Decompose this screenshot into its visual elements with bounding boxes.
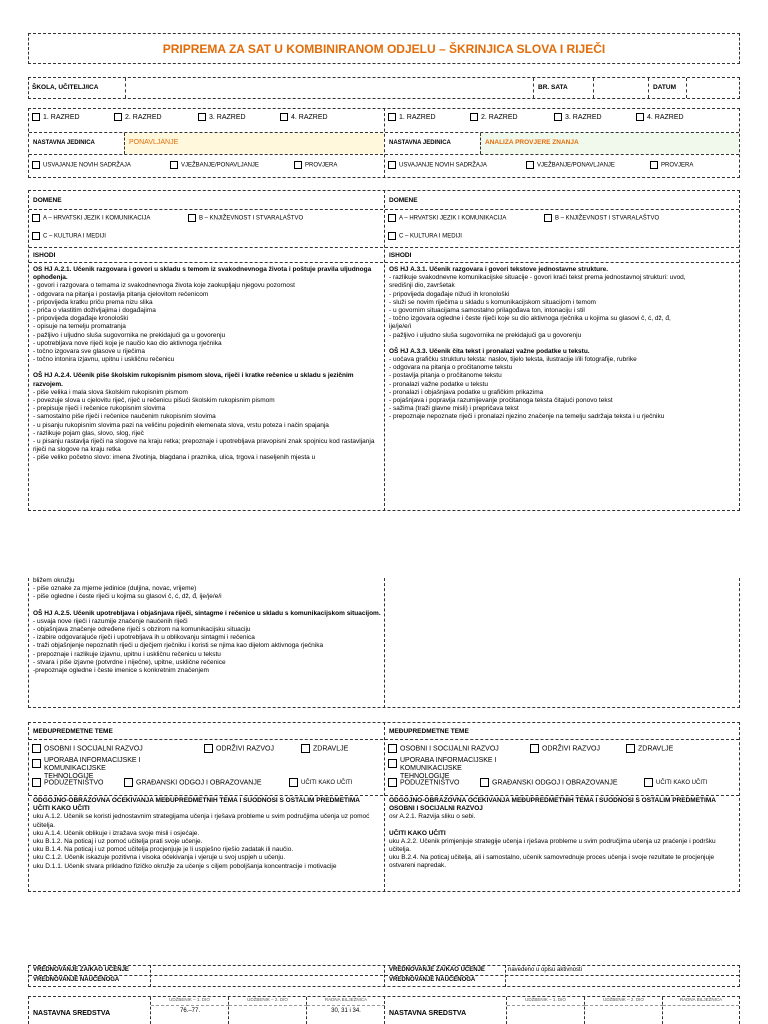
list-item: -prepoznaje ogledne i česte imenice s konkretnim značenjem xyxy=(33,667,209,675)
list-item: uku A.1.2. Učenik se koristi jednostavnim strategijama učenja i rješava probleme u svim područjima učenja uz pomoć učitelja. xyxy=(33,813,370,829)
right-means-col-1-label: UDŽBENIK – 1. DIO xyxy=(525,997,566,1002)
left-means-col-2-rule xyxy=(229,1005,307,1006)
right-type-check[interactable]: PROVJERA xyxy=(650,161,693,169)
list-item: - razlikuje svakodnevne komunikacijske situacije - govori kraći tekst prema jednostavnoj strukturi: uvod, xyxy=(389,274,686,282)
list-item: - usvaja nove riječi i razumije značenje naučenih riječi xyxy=(33,617,188,625)
left-cross-zdr[interactable]: ZDRAVLJE xyxy=(301,744,348,753)
checkbox-icon xyxy=(198,113,206,121)
checkbox-icon xyxy=(526,161,534,169)
left-grade-4[interactable]: 4. RAZRED xyxy=(280,113,328,121)
left-type-practice[interactable]: VJEŽBANJE/PONAVLJANJE xyxy=(170,161,259,169)
list-item: - pripovijeda kratku priču prema nizu slika xyxy=(33,298,153,306)
right-cross-goo[interactable]: GRAĐANSKI ODGOJ I OBRAZOVANJE xyxy=(480,778,618,787)
checkbox-icon xyxy=(32,759,41,768)
right-outcome-2-title: OŠ HJ A.3.3. Učenik čita tekst i pronalazi važne podatke u tekstu. xyxy=(389,347,590,355)
left-grades xyxy=(32,113,382,127)
left-cross-pod[interactable]: PODUZETNIŠTVO xyxy=(32,778,104,787)
outcomes-line xyxy=(29,247,739,248)
checkbox-icon xyxy=(388,744,397,753)
left-domain-c[interactable]: C – KULTURA I MEDIJI xyxy=(32,232,106,240)
list-item: ije/je/e/i xyxy=(389,323,412,331)
left-type-new[interactable]: USVAJANJE NOVIH SADRŽAJA xyxy=(32,161,131,169)
right-eval2-field[interactable] xyxy=(508,976,736,985)
left-type-check[interactable]: PROVJERA xyxy=(294,161,337,169)
checkbox-icon xyxy=(32,744,41,753)
checkbox-icon xyxy=(388,161,396,169)
checkbox-icon xyxy=(530,744,539,753)
right-domain-a[interactable]: A – HRVATSKI JEZIK I KOMUNIKACIJA xyxy=(388,214,506,222)
list-item: - piše oznake za mjerne jedinice (duljina, novac, vrijeme) xyxy=(33,585,197,593)
list-item: - točno izgovara sve glasove u riječima xyxy=(33,348,145,356)
checkbox-icon xyxy=(280,113,288,121)
checkbox-icon xyxy=(294,161,302,169)
list-item: - traži objašnjenje nepoznatih riječi u dječjem rječniku i koristi se njima kao dijelom aktivnoga rječnika xyxy=(33,642,324,650)
right-eval-label: VREDNOVANJE ZA/KAO UČENJE xyxy=(389,967,485,973)
left-means-label: NASTAVNA SREDSTVA xyxy=(33,1010,111,1017)
left-outcomes-label: ISHODI xyxy=(33,252,56,259)
checkbox-icon xyxy=(32,161,40,169)
list-item: uku C.1.2. Učenik iskazuje pozitivna i visoka očekivanja i vjeruje u svoj uspjeh u učenju. xyxy=(33,854,286,862)
right-outcomes-label: ISHODI xyxy=(389,252,412,259)
date-label: DATUM xyxy=(649,78,687,98)
list-item: - u pisanju rastavlja riječi na slogove na kraju retka; prepoznaje i upotrebljava pravopisni znak spojnicu kod rastavljanja riječi na slogove na kraju retka xyxy=(33,438,375,454)
right-means-col-2-label: UDŽBENIK – 2. DIO xyxy=(603,997,644,1002)
right-types xyxy=(388,161,738,173)
right-outcome-1-title: OŠ HJ A.3.1. Učenik razgovara i govori tekstove jednostavne strukture. xyxy=(389,266,609,273)
left-means-table xyxy=(150,997,384,1024)
checkbox-icon xyxy=(636,113,644,121)
left-cross-goo[interactable]: GRAĐANSKI ODGOJ I OBRAZOVANJE xyxy=(124,778,262,787)
right-means-label: NASTAVNA SREDSTVA xyxy=(389,1010,467,1017)
left-cross-label: MEĐUPREDMETNE TEME xyxy=(33,728,113,735)
school-label: ŠKOLA, UČITELJ/ICA xyxy=(29,78,126,98)
list-item: - piše veliko početno slovo: imena životinja, blagdana i praznika, ulica, trgova i naseljenih mjesta u xyxy=(33,454,316,462)
right-unit-value: ANALIZA PROVJERE ZNANJA xyxy=(485,139,579,146)
list-item: - piše ogledne i česte riječi u kojima su glasovi č, ć, dž, đ, ije/je/e/i xyxy=(33,593,222,601)
list-item: - stvara i piše izjavne (potvrdne i niječne), upitne, usklične rečenice xyxy=(33,658,226,666)
eval-divider xyxy=(384,965,385,987)
list-item: - piše velika i mala slova školskim rukopisnim pismom xyxy=(33,388,188,396)
left-continuation xyxy=(33,577,381,707)
list-item: - postavlja pitanja o pročitanome tekstu xyxy=(389,372,502,380)
right-means-col-2-value[interactable] xyxy=(585,1008,663,1022)
checkbox-icon xyxy=(32,778,41,787)
list-item: - služi se novim riječima u skladu s komunikacijskom situacijom i temom xyxy=(389,298,596,306)
checkbox-icon xyxy=(204,744,213,753)
cross-line-1 xyxy=(29,739,739,740)
left-eval2-field[interactable] xyxy=(152,976,382,985)
list-item: - govori i razgovara o temama iz svakodnevnoga života koje zaokupljaju njegovu pozornost xyxy=(33,282,295,290)
list-item: uku B.1.4. Na poticaj i uz pomoć učitelja procjenjuje je li uspješno riješio zadatak ili naučio. xyxy=(33,846,294,854)
checkbox-icon xyxy=(388,113,396,121)
list-item: uku A.2.2. Učenik primjenjuje strategije učenja i rješava probleme u svim područjima učenja uz praćenje i podršku učitelja. xyxy=(389,837,716,854)
left-cont-list xyxy=(33,577,381,602)
left-means-col-3-value[interactable]: 30, 31 i 34. xyxy=(331,1008,361,1014)
list-item: - u govornim situacijama samostalno prilagođava ton, intonaciju i stil xyxy=(389,307,585,315)
left-unit-field[interactable] xyxy=(124,133,384,154)
date-field[interactable] xyxy=(687,78,739,98)
left-means-col-2 xyxy=(229,997,307,1024)
right-eval2-label: VREDNOVANJE NAUČENOGA xyxy=(389,977,476,983)
left-outcome-3-title: OŠ HJ A.2.5. Učenik upotrebljava i objašnjava riječi, sintagme i rečenice u skladu s komunikacijskom situacijom. xyxy=(33,609,381,617)
right-cross-options: OSOBNI I SOCIJALNI RAZVOJ ODRŽIVI RAZVOJ ZDRAVLJE UPORABA INFORMACIJSKE I KOMUNIKACIJSKE TEHNOLOGIJE PODUZETNIŠTVO GRAĐANSKI ODGOJ I OBRAZOVANJE UČITI KAKO UČITI xyxy=(388,744,738,794)
left-domains-label: DOMENE xyxy=(33,197,62,204)
list-item: - upotrebljava nove riječi koje je naučio kao dio aktivnoga rječnika xyxy=(33,339,222,347)
list-item: - samostalno piše riječi i rečenice naučenim rukopisnim slovima xyxy=(33,413,216,421)
checkbox-icon xyxy=(170,161,178,169)
checkbox-icon xyxy=(388,232,396,240)
right-means-col-2 xyxy=(585,997,663,1024)
list-item: - sažima (traži glavne misli) i prepričava tekst xyxy=(389,405,519,413)
checkbox-icon xyxy=(388,778,397,787)
left-expect-label: ODGOJNO-OBRAZOVNA OČEKIVANJA MEĐUPREDMETNIH TEMA I SUODNOSI S OSTALIM PREDMETIMA xyxy=(33,797,360,804)
left-cross-odr[interactable]: ODRŽIVI RAZVOJ xyxy=(204,744,274,753)
left-means-col-3-label: RADNA BILJEŽNICA xyxy=(324,997,368,1002)
list-item: - odgovara na pitanja o pročitanome tekstu xyxy=(389,364,513,372)
left-means-col-2-label: UDŽBENIK – 2. DIO xyxy=(247,997,288,1002)
right-cross-uku[interactable]: UČITI KAKO UČITI xyxy=(644,778,707,787)
hour-label: BR. SATA xyxy=(534,78,594,98)
left-unit-value: PONAVLJANJE xyxy=(129,139,179,146)
left-domain-b[interactable]: B – KNJIŽEVNOST I STVARALAŠTVO xyxy=(188,214,303,222)
right-unit-field[interactable] xyxy=(480,133,739,154)
list-item: - točno izgovara ogledne i česte riječi koje su dio aktivnoga rječnika u kojima su glasovi č, ć, dž, đ, xyxy=(389,315,671,323)
left-eval-label: VREDNOVANJE ZA/KAO UČENJE xyxy=(33,967,129,973)
title-box xyxy=(28,33,740,64)
outcomes-head-line xyxy=(29,262,739,263)
checkbox-icon xyxy=(188,214,196,222)
list-item: - priča o vlastitim doživljajima i događajima xyxy=(33,307,156,315)
list-item: - pojašnjava i popravlja razumijevanje pročitanoga teksta čitajući ponovo tekst xyxy=(389,397,613,405)
cross-divider xyxy=(384,722,385,892)
list-item: - uočava grafičku strukturu teksta: naslov, tijelo teksta, ilustracije i/ili fotografije, rubrike xyxy=(389,356,637,364)
right-cross-label: MEĐUPREDMETNE TEME xyxy=(389,728,469,735)
left-types xyxy=(32,161,382,173)
right-domain-c[interactable]: C – KULTURA I MEDIJI xyxy=(388,232,462,240)
right-grade-3[interactable]: 3. RAZRED xyxy=(554,113,602,121)
left-outcome-2-list xyxy=(33,389,381,463)
right-means-col-1-value[interactable] xyxy=(507,1008,585,1022)
left-outcome-1-title: OŠ HJ A.2.1. Učenik razgovara i govori u skladu s temom iz svakodnevnoga života i poštuje pravila uljudnoga ophođenja. xyxy=(33,266,372,282)
list-item: uku B.1.2. Na poticaj i uz pomoć učitelja prati svoje učenje. xyxy=(33,838,203,846)
left-domain-a[interactable]: A – HRVATSKI JEZIK I KOMUNIKACIJA xyxy=(32,214,150,222)
list-item: bližem okružju xyxy=(33,577,75,584)
left-eval-field[interactable] xyxy=(152,966,382,974)
list-item: - pripovijeda događaje kronološki xyxy=(33,315,129,323)
left-outcome-1-list xyxy=(33,282,381,364)
left-means-col-3-rule xyxy=(307,1005,385,1006)
left-outcome-2-title: OŠ HJ A.2.4. Učenik piše školskim rukopisnim pismom slova, riječi i kratke rečenice u skladu s jezičnim razvojem. xyxy=(33,372,354,388)
school-row xyxy=(28,77,740,99)
right-cross-pod[interactable]: PODUZETNIŠTVO xyxy=(388,778,460,787)
list-item: uku A.1.4. Učenik oblikuje i izražava svoje misli i osjećaje. xyxy=(33,829,200,837)
left-cross-options: OSOBNI I SOCIJALNI RAZVOJ ODRŽIVI RAZVOJ ZDRAVLJE UPORABA INFORMACIJSKE I KOMUNIKACIJSKE TEHNOLOGIJE PODUZETNIŠTVO GRAĐANSKI ODGOJ I OBRAZOVANJE UČITI KAKO UČITI xyxy=(32,744,382,794)
left-grade-3[interactable]: 3. RAZRED xyxy=(198,113,246,121)
right-cross-odr[interactable]: ODRŽIVI RAZVOJ xyxy=(530,744,600,753)
right-domains-label: DOMENE xyxy=(389,197,418,204)
checkbox-icon xyxy=(544,214,552,222)
checkbox-icon xyxy=(114,113,122,121)
list-item: središnji dio, završetak xyxy=(389,282,455,290)
left-cross-uku[interactable]: UČITI KAKO UČITI xyxy=(289,778,352,787)
list-item: - izabire odgovarajuće riječi i upotrebljava ih u oblikovanju sintagmi i rečenica xyxy=(33,634,255,642)
checkbox-icon xyxy=(301,744,310,753)
right-type-practice[interactable]: VJEŽBANJE/PONAVLJANJE xyxy=(526,161,615,169)
left-means-col-1-rule xyxy=(151,1005,229,1006)
list-item: - pažljivo i uljudno sluša sugovornika ne prekidajući ga u govorenju xyxy=(389,331,582,339)
list-item: - pronalazi i objašnjava podatke u grafičkim prikazima xyxy=(389,388,544,396)
right-grade-2[interactable]: 2. RAZRED xyxy=(470,113,518,121)
right-expect-sub: OSOBNI I SOCIJALNI RAZVOJ xyxy=(389,805,483,813)
right-means-table xyxy=(506,997,740,1024)
checkbox-icon xyxy=(388,759,397,768)
right-outcome-1-list xyxy=(389,274,737,340)
eval-left-col xyxy=(150,965,151,987)
checkbox-icon xyxy=(470,113,478,121)
checkbox-icon xyxy=(289,778,298,787)
cross-line-2 xyxy=(29,795,739,796)
left-cross-osr[interactable]: OSOBNI I SOCIJALNI RAZVOJ xyxy=(32,744,143,753)
right-expect-label: ODGOJNO-OBRAZOVNA OČEKIVANJA MEĐUPREDMETNIH TEMA I SUODNOSI S OSTALIM PREDMETIMA xyxy=(389,797,716,804)
list-item: - prepisuje riječi i rečenice rukopisnim slovima xyxy=(33,405,166,413)
list-item: - pronalazi važne podatke u tekstu xyxy=(389,380,489,388)
hour-field[interactable] xyxy=(594,78,649,98)
right-expectations xyxy=(389,797,737,890)
right-unit-label: NASTAVNA JEDINICA xyxy=(389,140,451,146)
left-means-col-1-label: UDŽBENIK – 1. DIO xyxy=(169,997,210,1002)
left-outcome-3-list xyxy=(33,618,381,675)
list-item: - u pisanju rukopisnim slovima pazi na veličinu pojedinih elemenata slova, vrstu poteza i način spajanja xyxy=(33,421,329,429)
list-item: osr A.2.1. Razvija sliku o sebi. xyxy=(389,813,476,821)
domains-divider xyxy=(384,190,385,511)
list-item: - objašnjava značenje određene riječi s obzirom na komunikacijsku situaciju xyxy=(33,626,251,634)
continuation-divider xyxy=(384,578,385,708)
right-cross-osr[interactable]: OSOBNI I SOCIJALNI RAZVOJ xyxy=(388,744,499,753)
left-means-col-3 xyxy=(307,997,385,1024)
left-unit-label: NASTAVNA JEDINICA xyxy=(33,140,95,146)
checkbox-icon xyxy=(32,113,40,121)
left-means-col-1 xyxy=(151,997,229,1024)
list-item: - točno intonira izjavnu, upitnu i uskličnu rečenicu xyxy=(33,356,175,364)
domains-line xyxy=(29,209,739,210)
list-item: - razlikuje pojam glas, slovo, slog, riječ xyxy=(33,429,144,437)
checkbox-icon xyxy=(480,778,489,787)
checkbox-icon xyxy=(32,232,40,240)
right-means-col-1-rule xyxy=(507,1005,585,1006)
checkbox-icon xyxy=(626,744,635,753)
right-means-col-2-rule xyxy=(585,1005,663,1006)
list-item: uku D.1.1. Učenik stvara prikladno fizičko okružje za učenje s ciljem poboljšanja koncentracije i motivacije xyxy=(33,862,337,870)
right-domain-b[interactable]: B – KNJIŽEVNOST I STVARALAŠTVO xyxy=(544,214,659,222)
school-field[interactable] xyxy=(126,78,534,98)
checkbox-icon xyxy=(32,214,40,222)
right-outcomes xyxy=(389,266,737,510)
right-means-col-1 xyxy=(507,997,585,1024)
left-expect-sub: UČITI KAKO UČITI xyxy=(33,805,90,813)
list-item: - povezuje slova u cjelovitu riječ, riječ u rečenicu pišući školskim rukopisnim pismom xyxy=(33,397,275,405)
right-cross-zdr[interactable]: ZDRAVLJE xyxy=(626,744,673,753)
right-grade-4[interactable]: 4. RAZRED xyxy=(636,113,684,121)
list-item: - prepoznaje nepoznate riječi i pronalazi njezino značenje na temelju sadržaja teksta i u rječniku xyxy=(389,413,665,421)
left-expectations xyxy=(33,797,381,890)
left-grade-1[interactable]: 1. RAZRED xyxy=(32,113,80,121)
right-outcome-2-list xyxy=(389,356,737,422)
checkbox-icon xyxy=(650,161,658,169)
right-means-col-3 xyxy=(663,997,739,1024)
checkbox-icon xyxy=(554,113,562,121)
right-type-new[interactable]: USVAJANJE NOVIH SADRŽAJA xyxy=(388,161,487,169)
left-grade-2[interactable]: 2. RAZRED xyxy=(114,113,162,121)
list-item: - pripovijeda događaje nižući ih kronološki xyxy=(389,290,510,298)
right-grades xyxy=(388,113,738,127)
right-means-col-3-label: RADNA BILJEŽNICA xyxy=(679,997,723,1002)
right-means-col-3-value[interactable] xyxy=(663,1008,739,1022)
checkbox-icon xyxy=(388,214,396,222)
page-title: PRIPREMA ZA SAT U KOMBINIRANOM ODJELU – ŠKRINJICA SLOVA I RIJEČI xyxy=(162,42,606,56)
right-grade-1[interactable]: 1. RAZRED xyxy=(388,113,436,121)
list-item: - opisuje na temelju promatranja xyxy=(33,323,126,331)
list-item: - prepoznaje i razlikuje izjavnu, upitnu i uskličnu rečenicu u tekstu xyxy=(33,650,221,658)
right-means-col-3-rule xyxy=(663,1005,739,1006)
list-item: - pažljivo i uljudno sluša sugovornika ne prekidajući ga u govorenju xyxy=(33,331,226,339)
list-item: uku B.2.4. Na poticaj učitelja, ali i samostalno, učenik samovrednuje proces učenja i svoje rezultate te procjenjuje ostvareni napredak. xyxy=(389,854,715,870)
right-eval-field[interactable]: navedeno u opisu aktivnosti xyxy=(508,967,583,973)
right-expect-sub2: UČITI KAKO UČITI xyxy=(389,829,446,837)
left-eval2-label: VREDNOVANJE NAUČENOGA xyxy=(33,977,120,983)
left-means-col-1-value[interactable]: 76.–77. xyxy=(179,1008,201,1014)
list-item: - odgovara na pitanja i postavlja pitanja cjelovitom rečenicom xyxy=(33,290,209,298)
checkbox-icon xyxy=(644,778,653,787)
left-outcomes xyxy=(33,266,381,510)
eval-right-col xyxy=(505,965,506,987)
checkbox-icon xyxy=(124,778,133,787)
